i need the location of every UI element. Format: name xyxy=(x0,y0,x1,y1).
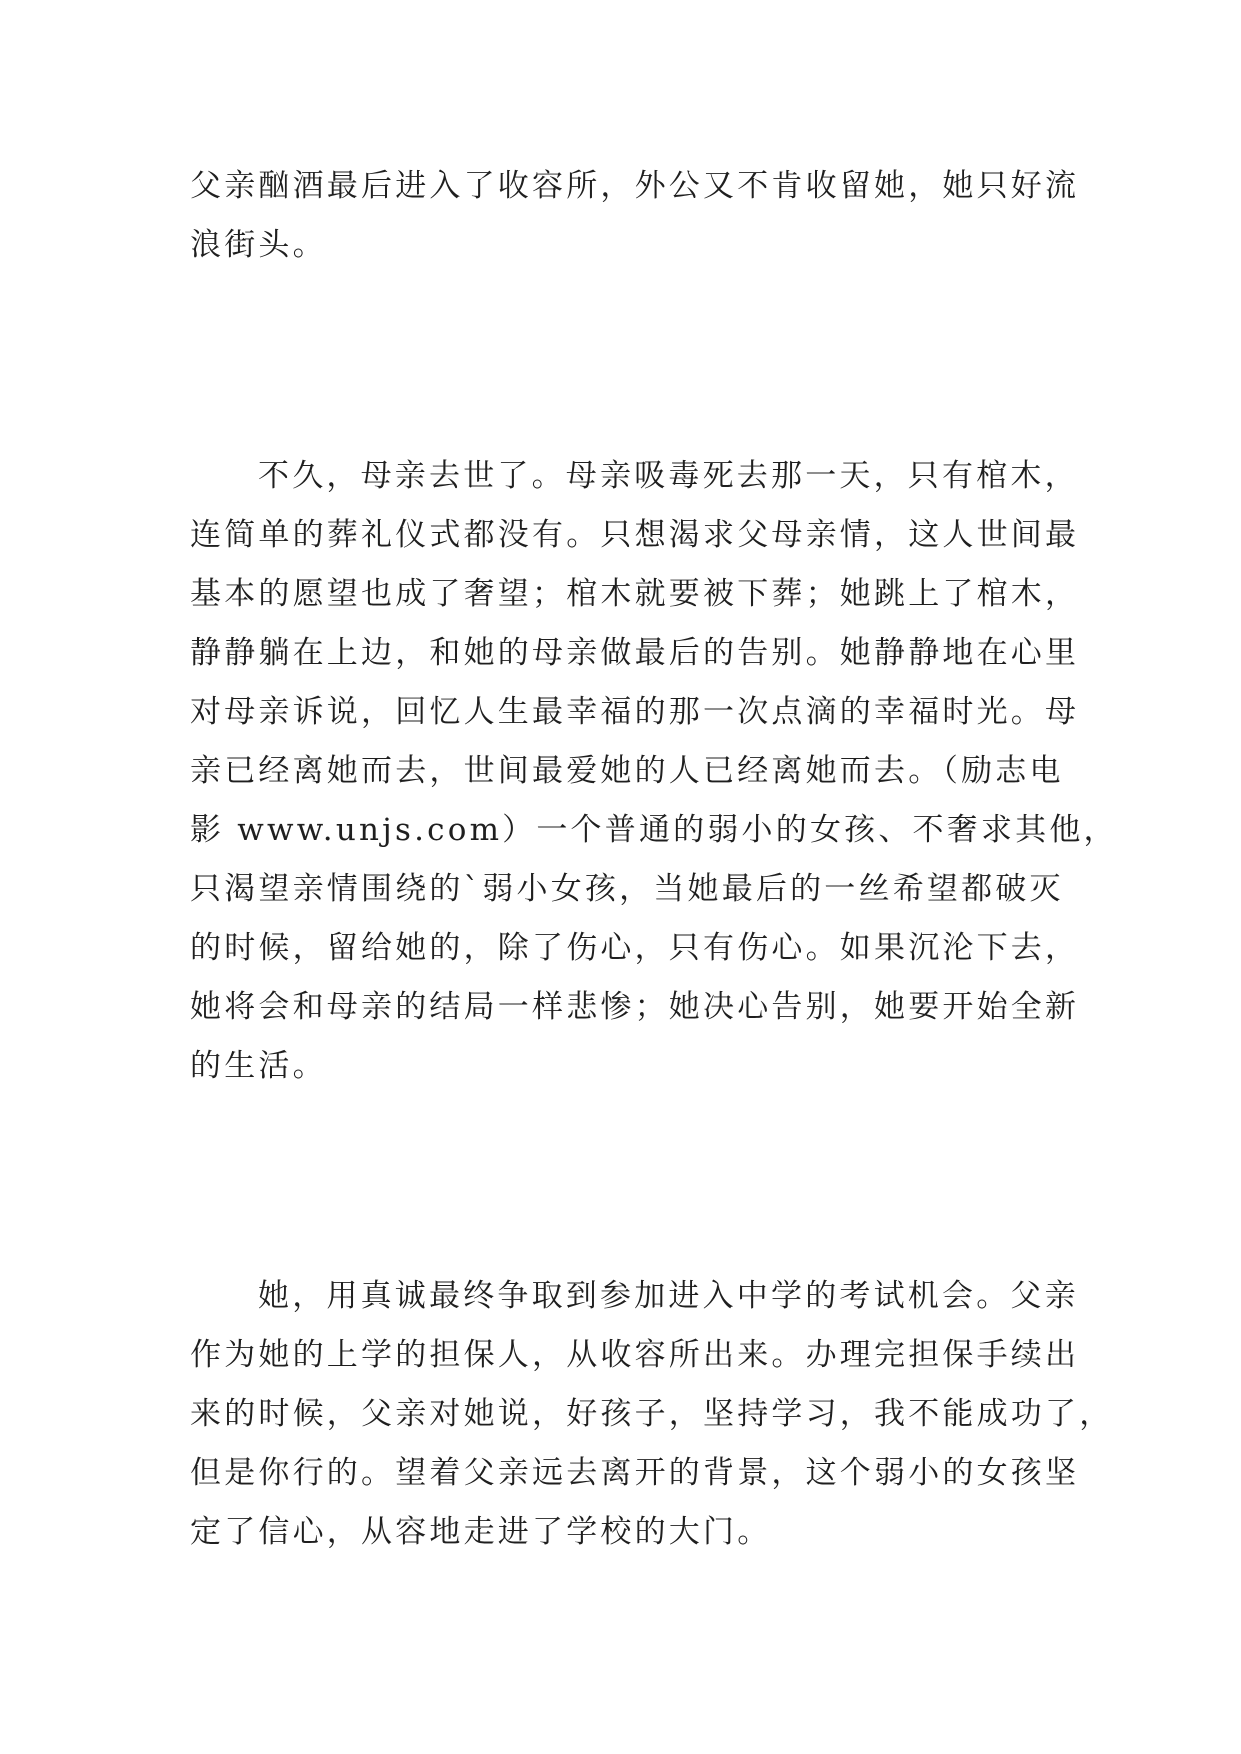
paragraph-line: 静静躺在上边，和她的母亲做最后的告别。她静静地在心里 xyxy=(190,635,1080,671)
paragraph-line: 只渴望亲情围绕的`弱小女孩，当她最后的一丝希望都破灭 xyxy=(190,871,1064,907)
paragraph-line: 作为她的上学的担保人，从收容所出来。办理完担保手续出 xyxy=(190,1337,1080,1373)
paragraph-line: 的生活。 xyxy=(190,1048,327,1084)
paragraph-line: 来的时候，父亲对她说，好孩子，坚持学习，我不能成功了， xyxy=(190,1396,1114,1432)
paragraph-line: 她，用真诚最终争取到参加进入中学的考试机会。父亲 xyxy=(258,1278,1079,1314)
paragraph-line: 的时候，留给她的，除了伤心，只有伤心。如果沉沦下去， xyxy=(190,930,1080,966)
paragraph-line: 浪街头。 xyxy=(190,227,327,263)
paragraph-line: 不久，母亲去世了。母亲吸毒死去那一天，只有棺木， xyxy=(258,458,1079,494)
paragraph-line: 对母亲诉说，回忆人生最幸福的那一次点滴的幸福时光。母 xyxy=(190,694,1080,730)
paragraph-line: 她将会和母亲的结局一样悲惨；她决心告别，她要开始全新 xyxy=(190,989,1080,1025)
paragraph-line: 连简单的葬礼仪式都没有。只想渴求父母亲情，这人世间最 xyxy=(190,517,1080,553)
paragraph-line: 父亲酗酒最后进入了收容所，外公又不肯收留她，她只好流 xyxy=(190,168,1080,204)
paragraph-line: 定了信心，从容地走进了学校的大门。 xyxy=(190,1514,772,1550)
paragraph-line: 但是你行的。望着父亲远去离开的背景，这个弱小的女孩坚 xyxy=(190,1455,1080,1491)
paragraph-line: 影 www.unjs.com）一个普通的弱小的女孩、不奢求其他， xyxy=(190,812,1118,848)
paragraph-line: 基本的愿望也成了奢望；棺木就要被下葬；她跳上了棺木， xyxy=(190,576,1080,612)
paragraph-line: 亲已经离她而去，世间最爱她的人已经离她而去。（励志电 xyxy=(190,753,1064,789)
